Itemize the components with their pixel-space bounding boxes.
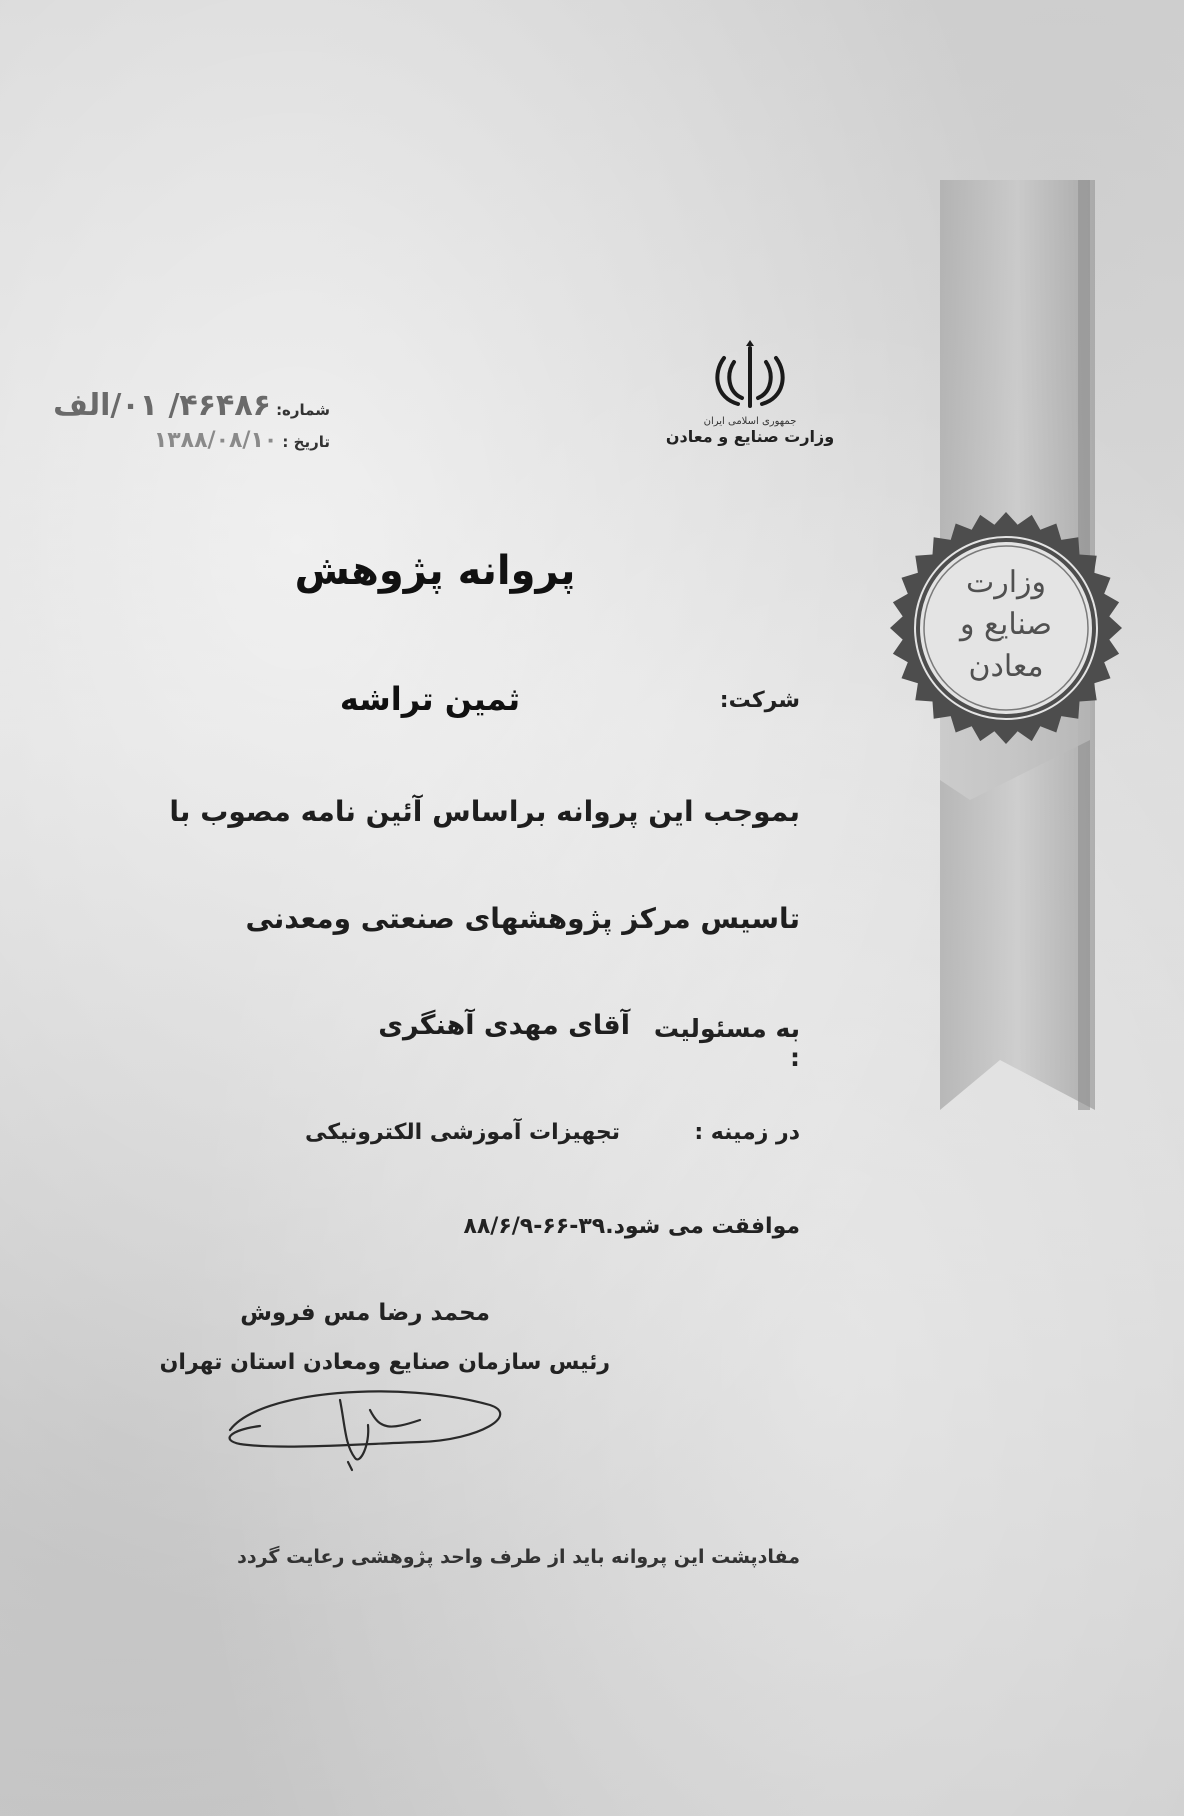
body-line-2: تاسیس مرکز پژوهشهای صنعتی ومعدنی [245,902,800,935]
seal-text-line2: صنایع و [959,607,1052,642]
ministry-name: وزارت صنایع و معادن [665,427,835,446]
footer-note: مفادپشت این پروانه باید از طرف واحد پژوهشی رعایت گردد [237,1546,800,1568]
responsible-label: به مسئولیت : [653,1014,800,1072]
field-value: تجهیزات آموزشی الکترونیکی [304,1120,620,1145]
document-title: پروانه پژوهش [294,548,576,594]
signatory-title: رئیس سازمان صنایع ومعادن استان تهران [159,1350,610,1375]
company-label: شرکت: [719,688,800,713]
ministry-header [650,340,850,446]
reference-date [60,428,330,453]
reference-number [53,388,330,423]
signature-icon [220,1370,520,1480]
field-label: در زمینه : [694,1120,800,1145]
number-value: ۴۶۴۸۶/ ۰۱/الف [53,388,271,423]
date-label: تاریخ : [282,433,330,451]
ministry-seal [888,510,1124,746]
approval-text: موافقت می شود.۳۹-۶۶-۸۸/۶/۹ [463,1214,800,1239]
date-value: ۱۳۸۸/۰۸/۱۰ [153,428,278,453]
seal-text-line1: وزارت [965,565,1047,600]
signatory-name: محمد رضا مس فروش [240,1300,490,1326]
responsible-name: آقای مهدی آهنگری [378,1010,630,1041]
number-label: شماره: [276,401,330,419]
seal-text-line3: معادن [968,649,1044,684]
body-line-1: بموجب این پروانه براساس آئین نامه مصوب با [169,795,800,828]
republic-name: جمهوری اسلامی ایران [703,416,797,427]
iran-emblem-icon [710,340,790,412]
company-name: ثمین تراشه [339,680,521,718]
